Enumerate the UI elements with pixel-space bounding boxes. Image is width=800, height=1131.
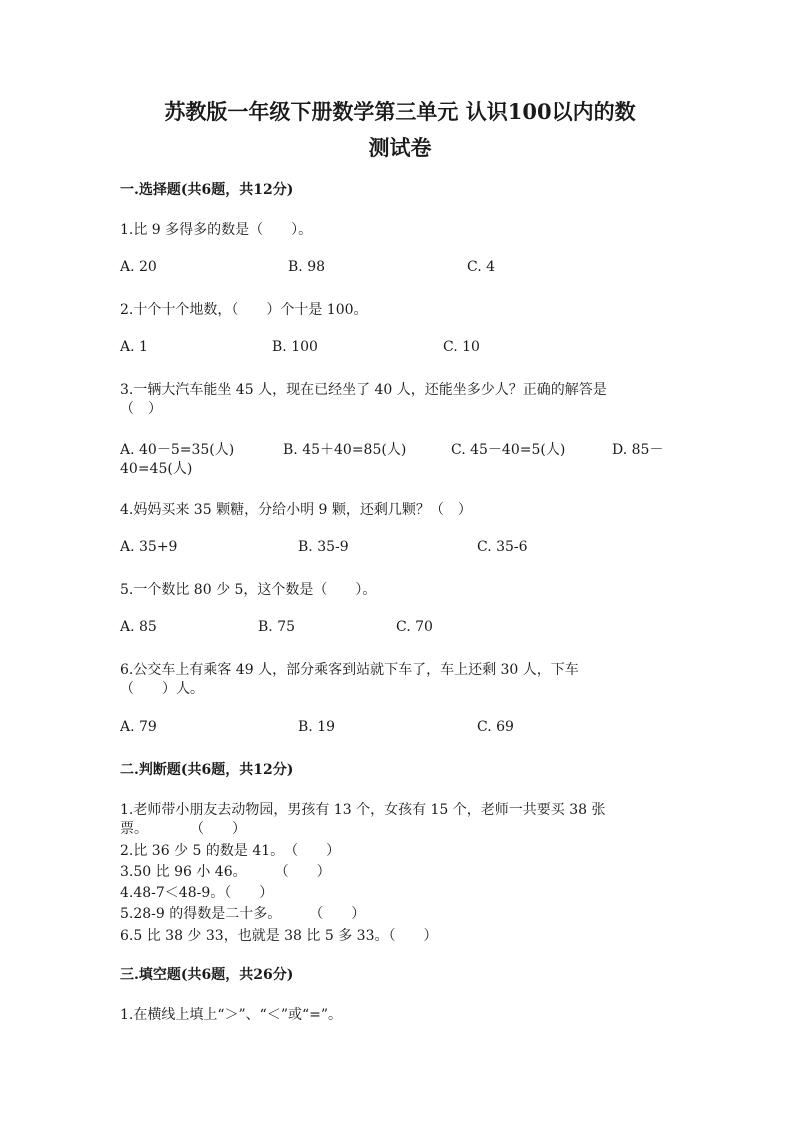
option-2a: A. 1 — [120, 339, 148, 355]
judgement-item: 4.48-7＜48-9。（ ） — [120, 885, 274, 901]
option-2b: B. 100 — [272, 339, 318, 355]
question-3-line-2: （ ） — [120, 401, 162, 417]
option-4b: B. 35-9 — [298, 539, 349, 555]
option-2c: C. 10 — [443, 339, 480, 355]
judgement-item: 票。 （ ） — [120, 821, 246, 837]
question-1: 1.比 9 多得多的数是（ ）。 — [120, 222, 313, 238]
option-3c: C. 45－40=5(人) — [451, 442, 566, 458]
question-6-line-1: 6.公交车上有乘客 49 人，部分乘客到站就下车了，车上还剩 30 人，下车 — [120, 662, 579, 678]
option-1b: B. 98 — [288, 259, 326, 275]
section-heading-fill-blank: 三.填空题(共6题，共26分) — [120, 967, 294, 983]
judgement-item: 1.老师带小朋友去动物园，男孩有 13 个，女孩有 15 个，老师一共要买 38 张 — [120, 802, 606, 818]
question-5: 5.一个数比 80 少 5，这个数是（ ）。 — [120, 582, 377, 598]
question-4: 4.妈妈买来 35 颗糖，分给小明 9 颗，还剩几颗？（ ） — [120, 502, 472, 518]
option-3d: D. 85－ — [612, 442, 664, 458]
option-1a: A. 20 — [120, 259, 157, 275]
page-title — [60, 96, 740, 162]
option-5c: C. 70 — [396, 619, 433, 635]
option-4c: C. 35-6 — [477, 539, 528, 555]
option-5a: A. 85 — [120, 619, 157, 635]
judgement-item: 2.比 36 少 5 的数是 41。 （ ） — [120, 843, 341, 859]
question-3-line-1: 3.一辆大汽车能坐 45 人，现在已经坐了 40 人，还能坐多少人？正确的解答是 — [120, 382, 607, 398]
question-2: 2.十个十个地数，（ ）个十是 100。 — [120, 302, 368, 318]
title-line-2: 测试卷 — [368, 135, 432, 160]
section-heading-choice: 一.选择题(共6题，共12分) — [120, 182, 294, 198]
option-3d-continued: 40=45(人) — [120, 461, 193, 477]
judgement-item: 6.5 比 38 少 33，也就是 38 比 5 多 33。（ ） — [120, 928, 438, 944]
option-3a: A. 40－5=35(人) — [120, 442, 235, 458]
judgement-item: 5.28-9 的得数是二十多。 （ ） — [120, 906, 366, 922]
option-6b: B. 19 — [298, 719, 336, 735]
option-1c: C. 4 — [467, 259, 496, 275]
option-4a: A. 35+9 — [120, 539, 178, 555]
question-6-line-2: （ ）人。 — [120, 681, 204, 697]
option-6a: A. 79 — [120, 719, 157, 735]
option-3b: B. 45＋40=85(人) — [283, 442, 407, 458]
option-5b: B. 75 — [258, 619, 296, 635]
title-line-1: 苏教版一年级下册数学第三单元 认识100以内的数 — [164, 99, 636, 124]
judgement-item: 3.50 比 96 小 46。 （ ） — [120, 864, 331, 880]
fill-blank-item: 1.在横线上填上“＞”、“＜”或“=”。 — [120, 1007, 343, 1023]
section-heading-judgement: 二.判断题(共6题，共12分) — [120, 762, 294, 778]
option-6c: C. 69 — [477, 719, 514, 735]
